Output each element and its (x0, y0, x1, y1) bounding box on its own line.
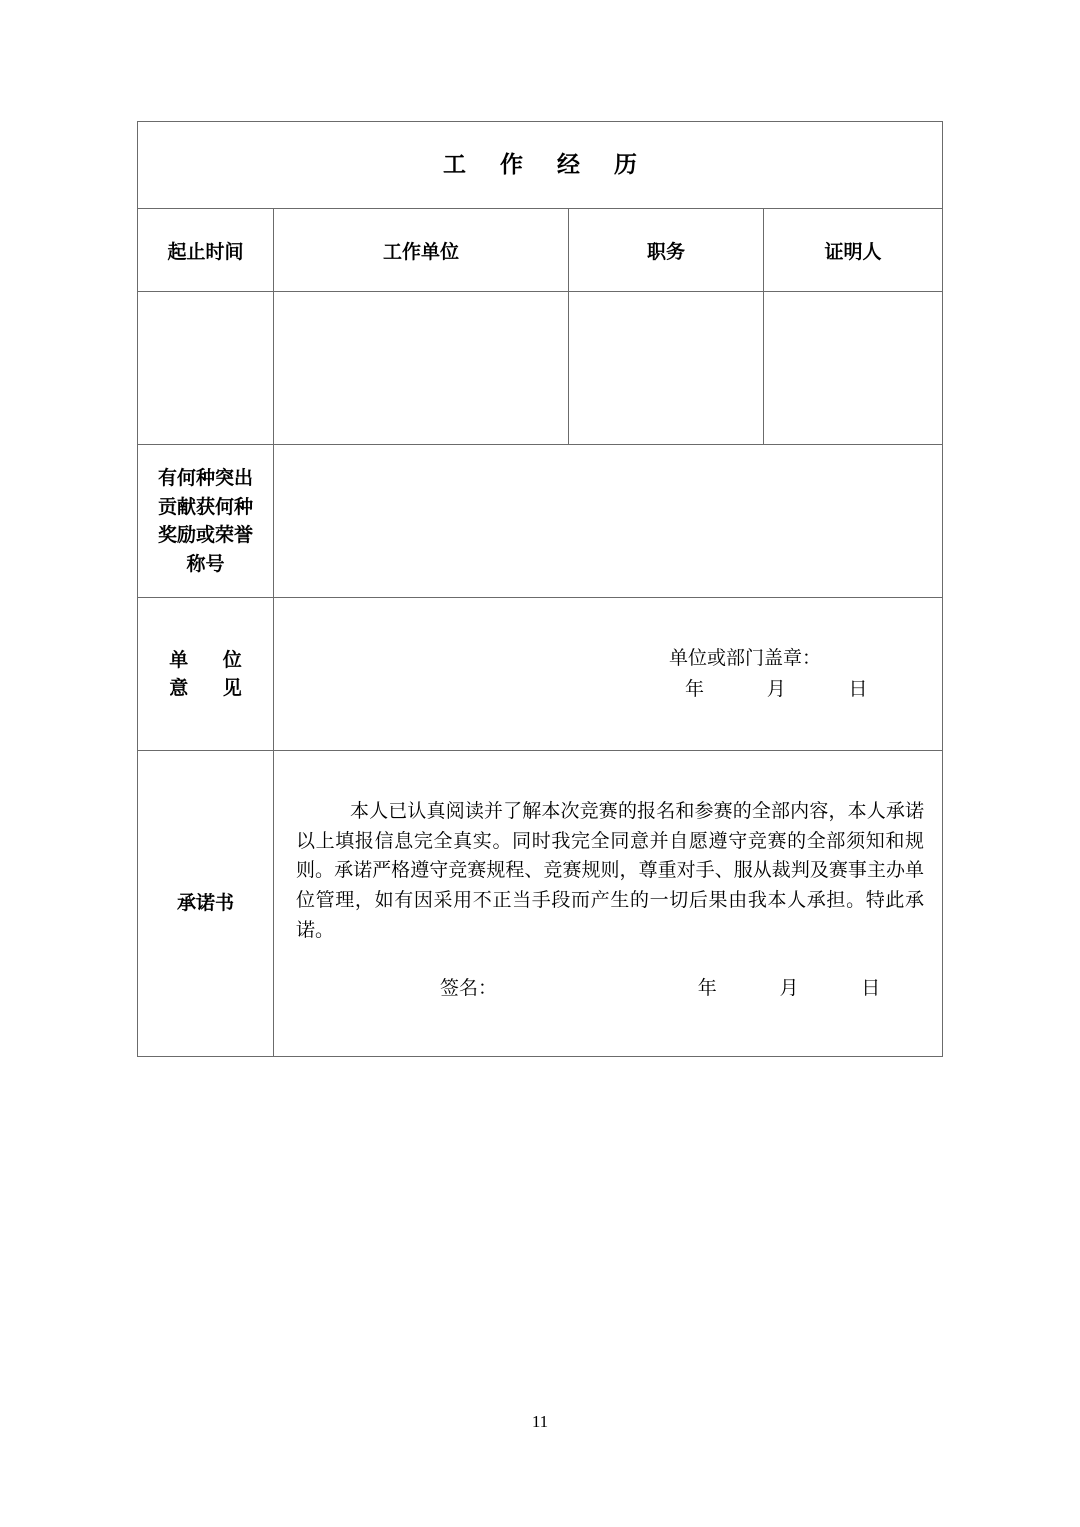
cell-witness[interactable] (764, 292, 943, 445)
column-header-position: 职务 (569, 209, 764, 292)
pledge-signature-line (440, 973, 920, 1000)
honors-label-line-3: 奖励或荣誉 (157, 524, 253, 546)
pledge-date-line[interactable]: 年 月 日 (697, 978, 910, 999)
table-row (138, 292, 943, 445)
honors-label-line-4: 称号 (186, 552, 225, 575)
pledge-content-cell (274, 751, 943, 1057)
honors-label-line-1: 有何种突出 (157, 467, 253, 489)
pledge-row (138, 751, 943, 1057)
unit-opinion-row (138, 598, 943, 751)
unit-opinion-label-line-1: 单 位 (169, 648, 256, 671)
pledge-text: 本人已认真阅读并了解本次竞赛的报名和参赛的全部内容，本人承诺以上填报信息完全真实。同时我完全同意并自愿遵守竞赛的全部须知和规则。承诺严格遵守竞赛规程、竞赛规则，尊重对手、服从裁判及赛事主办单位管理，如有因采用不正当手段而产生的一切后果由我本人承担。特此承诺。 (296, 801, 925, 941)
unit-opinion-content-cell[interactable] (274, 598, 943, 751)
honors-label (138, 445, 274, 598)
unit-seal-label: 单位或部门盖章： (669, 648, 822, 669)
work-experience-form (137, 121, 943, 1057)
section-title-cell (138, 122, 943, 209)
column-header-witness: 证明人 (764, 209, 943, 292)
section-title: 工 作 经 历 (443, 151, 651, 178)
cell-period[interactable] (138, 292, 274, 445)
column-header-employer: 工作单位 (274, 209, 569, 292)
signature-label[interactable]: 签名： (440, 978, 498, 999)
cell-employer[interactable] (274, 292, 569, 445)
table-title-row (138, 122, 943, 209)
honors-value-cell[interactable] (274, 445, 943, 598)
unit-opinion-seal-block (669, 644, 897, 706)
unit-opinion-label-line-2: 意 见 (169, 677, 256, 699)
unit-opinion-label (138, 598, 274, 751)
honors-row (138, 445, 943, 598)
unit-opinion-date-line: 年 月 日 (685, 678, 897, 700)
page-number: 11 (531, 1412, 549, 1431)
pledge-label: 承诺书 (138, 751, 274, 1057)
column-header-period: 起止时间 (138, 209, 274, 292)
table-header-row (138, 209, 943, 292)
honors-label-line-2: 贡献获何种 (157, 495, 253, 518)
cell-position[interactable] (569, 292, 764, 445)
